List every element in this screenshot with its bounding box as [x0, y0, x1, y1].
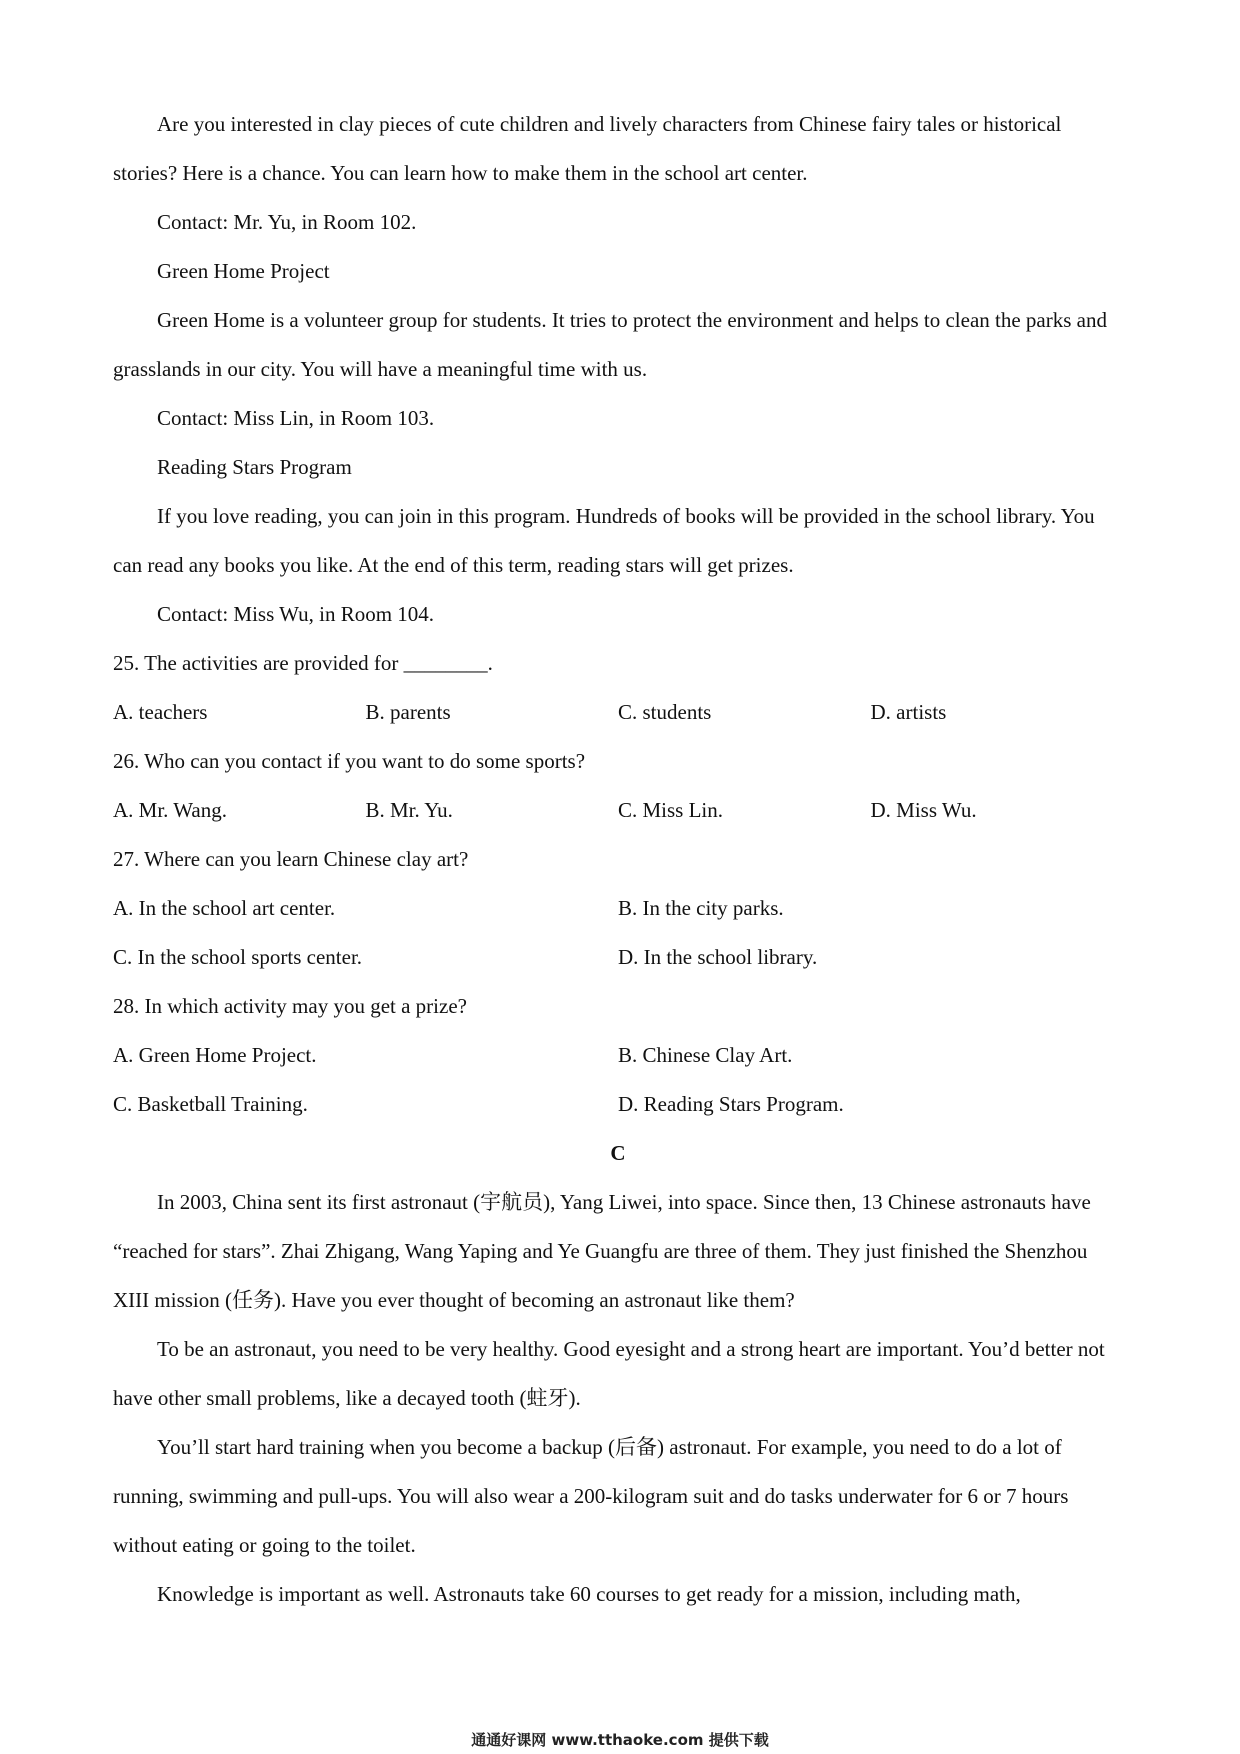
green-home-title: Green Home Project — [157, 259, 330, 283]
option-d: D. In the school library. — [618, 945, 818, 969]
option-a: A. Green Home Project. — [113, 1043, 317, 1067]
option-d: D. Reading Stars Program. — [618, 1092, 844, 1116]
question-27-options-row2 — [113, 933, 1123, 982]
option-a: A. In the school art center. — [113, 896, 336, 920]
option-c: C. Miss Lin. — [618, 798, 724, 822]
green-home-paragraph: Green Home is a volunteer group for students. It tries to protect the environment and helps to clean the parks and grasslands in our city. You will have a meaningful time with us. — [113, 308, 1107, 381]
question-28-options-row1 — [113, 1031, 1123, 1080]
footer-watermark: 通通好课网 www.tthaoke.com 提供下载 — [471, 1731, 769, 1749]
question-26: 26. Who can you contact if you want to do some sports? — [113, 749, 586, 773]
reading-stars-contact: Contact: Miss Wu, in Room 104. — [157, 602, 435, 626]
option-d: D. Miss Wu. — [870, 798, 977, 822]
section-c-title: C — [610, 1141, 626, 1165]
option-c: C. Basketball Training. — [113, 1092, 308, 1116]
clay-art-contact: Contact: Mr. Yu, in Room 102. — [157, 210, 417, 234]
option-b: B. Mr. Yu. — [365, 798, 453, 822]
option-a: A. teachers — [113, 700, 208, 724]
question-25-options — [113, 688, 1123, 737]
option-b: B. In the city parks. — [618, 896, 784, 920]
option-d: D. artists — [870, 700, 947, 724]
option-c: C. students — [618, 700, 712, 724]
question-27: 27. Where can you learn Chinese clay art? — [113, 847, 469, 871]
reading-stars-paragraph: If you love reading, you can join in this program. Hundreds of books will be provided in the school library. You can read any books you like. At the end of this term, reading stars will get prizes. — [113, 504, 1095, 577]
reading-stars-title: Reading Stars Program — [157, 455, 352, 479]
green-home-contact: Contact: Miss Lin, in Room 103. — [157, 406, 435, 430]
option-b: B. Chinese Clay Art. — [618, 1043, 793, 1067]
question-28-options-row2 — [113, 1080, 1123, 1129]
document-content — [113, 100, 1123, 1619]
option-b: B. parents — [365, 700, 451, 724]
option-c: C. In the school sports center. — [113, 945, 363, 969]
question-26-options — [113, 786, 1123, 835]
option-a: A. Mr. Wang. — [113, 798, 228, 822]
section-c-paragraph-4: Knowledge is important as well. Astronauts take 60 courses to get ready for a mission, including math, — [157, 1582, 1021, 1606]
section-c-paragraph-1: In 2003, China sent its first astronaut (宇航员), Yang Liwei, into space. Since then, 13 Chinese astronauts have “reached for stars”. Zhai Zhigang, Wang Yaping and Ye Guangfu are three of them. They just finished the Shenzhou XIII mission (任务). Have you ever thought of becoming an astronaut like them? — [113, 1190, 1091, 1312]
clay-art-paragraph: Are you interested in clay pieces of cute children and lively characters from Chinese fairy tales or historical stories? Here is a chance. You can learn how to make them in the school art center. — [113, 112, 1062, 185]
question-28: 28. In which activity may you get a prize? — [113, 994, 467, 1018]
section-c-paragraph-3: You’ll start hard training when you become a backup (后备) astronaut. For example, you need to do a lot of running, swimming and pull-ups. You will also wear a 200-kilogram suit and do tasks underwater for 6 or 7 hours without eating or going to the toilet. — [113, 1435, 1069, 1557]
question-27-options-row1 — [113, 884, 1123, 933]
question-25: 25. The activities are provided for ________. — [113, 651, 493, 675]
section-c-paragraph-2: To be an astronaut, you need to be very healthy. Good eyesight and a strong heart are important. You’d better not have other small problems, like a decayed tooth (蛀牙). — [113, 1337, 1105, 1410]
